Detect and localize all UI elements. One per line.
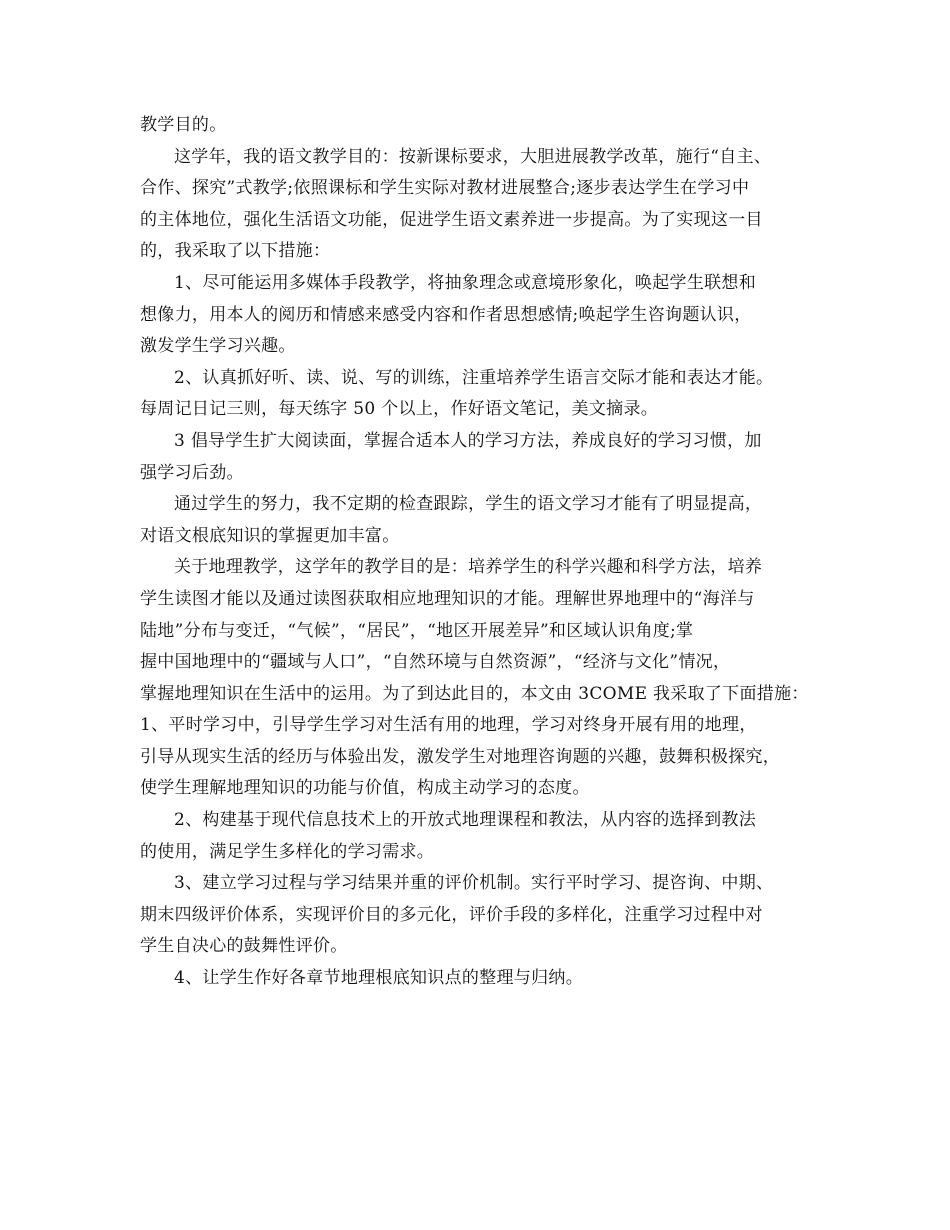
text-line: 关于地理教学，这学年的教学目的是：培养学生的科学兴趣和科学方法，培养 <box>174 557 763 578</box>
text-line: 引导从现实生活的经历与体验出发，激发学生对地理咨询题的兴趣，鼓舞积极探究， <box>140 746 781 767</box>
text-line: 每周记日记三则，每天练字 50 个以上，作好语文笔记，美文摘录。 <box>140 399 659 420</box>
text-line: 2、构建基于现代信息技术上的开放式地理课程和教法，从内容的选择到教法 <box>174 810 757 831</box>
text-line: 合作、探究”式教学;依照课标和学生实际对教材进展整合;逐步表达学生在学习中 <box>140 178 750 199</box>
text-line: 强学习后劲。 <box>140 462 244 483</box>
text-line: 掌握地理知识在生活中的运用。为了到达此目的，本文由 3COME 我采取了下面措施： <box>140 683 809 704</box>
text-line: 3、建立学习过程与学习结果并重的评价机制。实行平时学习、提咨询、中期、 <box>174 873 774 894</box>
text-line: 4、让学生作好各章节地理根底知识点的整理与归纳。 <box>174 968 584 989</box>
text-line: 想像力，用本人的阅历和情感来感受内容和作者思想感情;唤起学生咨询题认识， <box>140 304 752 325</box>
text-line: 激发学生学习兴趣。 <box>140 336 296 357</box>
text-line: 2、认真抓好听、读、说、写的训练，注重培养学生语言交际才能和表达才能。 <box>174 367 774 388</box>
text-line: 学生读图才能以及通过读图获取相应地理知识的才能。理解世界地理中的“海洋与 <box>140 588 755 609</box>
text-line: 期末四级评价体系，实现评价目的多元化，评价手段的多样化，注重学习过程中对 <box>140 904 763 925</box>
text-line: 对语文根底知识的掌握更加丰富。 <box>140 525 400 546</box>
text-line: 教学目的。 <box>140 115 227 135</box>
text-line: 通过学生的努力，我不定期的检查跟踪，学生的语文学习才能有了明显提高， <box>174 494 763 515</box>
text-line: 的，我采取了以下措施： <box>140 241 331 262</box>
body-text <box>140 110 830 995</box>
text-line: 这学年，我的语文教学目的：按新课标要求，大胆进展教学改革，施行“自主、 <box>174 146 772 167</box>
text-line: 握中国地理中的“疆域与人口”，“自然环境与自然资源”，“经济与文化”情况， <box>140 652 731 673</box>
text-line: 1、尽可能运用多媒体手段教学，将抽象理念或意境形象化，唤起学生联想和 <box>174 272 757 293</box>
text-line: 陆地”分布与变迁，“气候”，“居民”，“地区开展差异”和区域认识角度;掌 <box>140 620 694 641</box>
text-line: 3 倡导学生扩大阅读面，掌握合适本人的学习方法，养成良好的学习习惯，加 <box>174 430 762 451</box>
text-line: 的主体地位，强化生活语文功能，促进学生语文素养进一步提高。为了实现这一目 <box>140 209 763 230</box>
text-line: 学生自决心的鼓舞性评价。 <box>140 936 348 957</box>
text-line: 1、平时学习中，引导学生学习对生活有用的地理，学习对终身开展有用的地理， <box>140 715 757 736</box>
text-line: 使学生理解地理知识的功能与价值，构成主动学习的态度。 <box>140 778 590 799</box>
text-line: 的使用，满足学生多样化的学习需求。 <box>140 841 435 862</box>
